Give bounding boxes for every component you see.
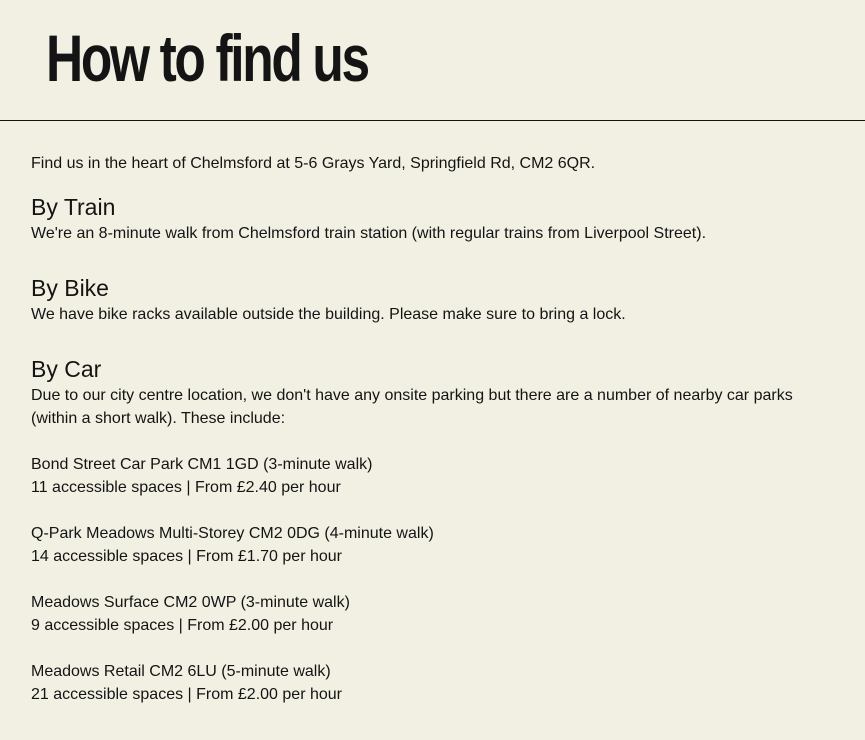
directions-content	[31, 152, 851, 706]
page-header	[0, 0, 865, 121]
section-car	[31, 354, 851, 706]
train-text: We're an 8-minute walk from Chelmsford train station (with regular trains from Liverpool Street).	[31, 225, 707, 242]
bike-heading: By Bike	[31, 275, 109, 301]
car-park-details: 11 accessible spaces | From £2.40 per hour	[31, 479, 341, 496]
car-park-item	[31, 660, 851, 706]
bike-text: We have bike racks available outside the building. Please make sure to bring a lock.	[31, 306, 626, 323]
train-heading: By Train	[31, 194, 116, 220]
car-park-details: 9 accessible spaces | From £2.00 per hour	[31, 617, 334, 634]
car-park-name: Meadows Retail CM2 6LU (5-minute walk)	[31, 663, 331, 680]
car-park-details: 14 accessible spaces | From £1.70 per hour	[31, 548, 342, 565]
car-park-name: Q-Park Meadows Multi-Storey CM2 0DG (4-minute walk)	[31, 525, 434, 542]
intro-address: Find us in the heart of Chelmsford at 5-6 Grays Yard, Springfield Rd, CM2 6QR.	[31, 155, 596, 172]
car-park-item	[31, 453, 851, 499]
car-park-item	[31, 591, 851, 637]
section-train	[31, 192, 851, 245]
car-park-item	[31, 522, 851, 568]
car-park-name: Bond Street Car Park CM1 1GD (3-minute walk)	[31, 456, 373, 473]
page-title: How to find us	[46, 21, 368, 95]
car-heading: By Car	[31, 356, 102, 382]
car-park-name: Meadows Surface CM2 0WP (3-minute walk)	[31, 594, 350, 611]
car-park-details: 21 accessible spaces | From £2.00 per hour	[31, 686, 342, 703]
car-text: Due to our city centre location, we don't have any onsite parking but there are a number of nearby car parks (within a short walk). These include:	[31, 387, 793, 427]
section-bike	[31, 273, 851, 326]
